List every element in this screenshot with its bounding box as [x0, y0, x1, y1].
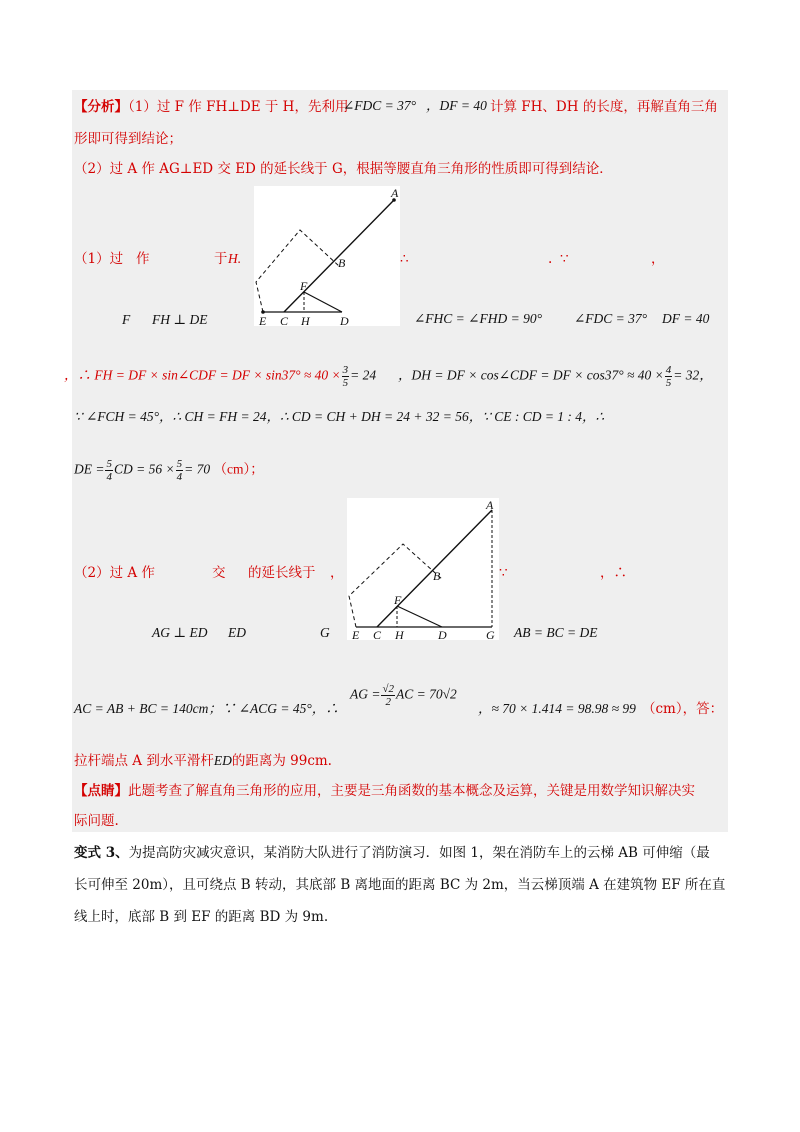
part2-therefore: ，∴ [600, 565, 627, 581]
comment-tag: 【点睛】 [74, 783, 128, 799]
frac-num: 5 [106, 458, 112, 470]
dh-calculation [398, 364, 713, 389]
fig2-label-a: A [486, 498, 494, 512]
part2-ag-perp: AG ⊥ ED [152, 625, 208, 640]
figure-1-diagram [254, 186, 400, 326]
formula-angle-fdc: ∠FDC = 37° [343, 98, 417, 113]
analysis-line-3: （2）过 A 作 AG⊥ED 交 ED 的延长线于 G，根据等腰直角三角形的性质即可得到结论． [74, 161, 613, 177]
fig2-label-d: D [438, 628, 447, 640]
variant-text-1: 为提高防灾减灾意识，某消防大队进行了消防演习．如图 1，架在消防车上的云梯 AB 可伸缩（最 [128, 845, 710, 861]
frac-den: 5 [665, 377, 672, 389]
comment-line-2: 际问题. [74, 813, 119, 829]
dh-calc-text: ，DH = DF × cos∠CDF = DF × cos37° ≈ 40 × [398, 367, 664, 383]
part2-text-b: 交 [212, 565, 226, 581]
part1-fh-perp: FH ⊥ DE [152, 312, 208, 327]
de-text-b: CD = 56 × [113, 461, 175, 477]
frac-3-5 [342, 364, 350, 389]
analysis-text-b: 计算 FH、DH 的长度，再解直角三角 [490, 99, 718, 115]
frac-den: 2 [385, 696, 391, 708]
fig2-label-g: G [486, 628, 495, 640]
ag-text-b: AC = 70√2 [396, 686, 457, 702]
frac-4-5 [665, 364, 673, 389]
analysis-tag: 【分析】 [74, 99, 128, 115]
frac-den: 4 [106, 471, 112, 483]
part2-g: G [320, 625, 330, 640]
answer-text-a: 拉杆端点 A 到水平滑杆 [74, 753, 214, 769]
figure-2-diagram [347, 498, 499, 640]
fig2-label-c: C [373, 628, 382, 640]
de-result: = 70 [184, 461, 211, 477]
approx-line: ，≈ 70 × 1.414 = 98.98 ≈ 99 [478, 701, 636, 716]
answer-ed: ED [213, 753, 232, 768]
frac-5-4-b [176, 458, 184, 483]
part2-text-a: （2）过 A 作 [74, 565, 155, 581]
fig1-dashed-rect [256, 230, 339, 312]
fig1-label-h: H [301, 314, 310, 326]
frac-num: √2 [382, 683, 395, 695]
fig2-line-fd [397, 606, 442, 627]
ag-formula [350, 683, 457, 708]
answer-line [74, 752, 332, 770]
part1-comma: ， [651, 251, 665, 267]
fig2-label-b: B [433, 569, 441, 583]
frac-num: 5 [176, 458, 183, 470]
analysis-line-1 [74, 98, 348, 116]
part1-angle-fdc: ∠FDC = 37° [574, 311, 648, 326]
part1-text-b: 作 [136, 251, 150, 267]
fig2-label-f: F [394, 593, 402, 607]
dh-result: = 32， [673, 367, 713, 383]
de-unit: （cm）； [213, 461, 264, 477]
variant-line-1 [74, 844, 710, 862]
fig1-label-f: F [300, 279, 308, 293]
fig2-label-e: E [352, 628, 360, 640]
approx-unit: （cm），答： [642, 701, 724, 717]
comment-line-1 [74, 782, 695, 800]
variant-line-2: 长可伸至 20m），且可绕点 B 转动，其底部 B 离地面的距离 BC 为 2m，当云梯顶端 A 在建筑物 EF 所在直 [74, 877, 726, 893]
frac-num: 3 [342, 364, 349, 376]
part1-because: ∵ [560, 251, 569, 267]
part1-text-a: （1）过 [74, 251, 124, 267]
analysis-line-2: 形即可得到结论； [74, 131, 182, 147]
analysis-text-a: （1）过 F 作 FH⊥DE 于 H，先利用 [128, 99, 349, 115]
de-text-a: DE = [74, 461, 105, 477]
part1-df-value: DF = 40 [662, 311, 710, 326]
part1-therefore: ∴ [400, 251, 409, 267]
fh-calculation [64, 364, 376, 389]
variant-tag: 变式 3、 [74, 845, 129, 861]
part2-ed: ED [228, 625, 246, 640]
part2-text-c: 的延长线于 [248, 565, 316, 581]
part2-because: ∵ [499, 565, 508, 581]
de-calculation [74, 458, 264, 483]
fh-result: = 24 [350, 367, 377, 383]
part1-var-f: F [122, 312, 131, 327]
ac-line: AC = AB + BC = 140cm；∵ ∠ACG = 45°，∴ [74, 701, 339, 716]
part1-text-c: 于 [214, 251, 228, 267]
fig1-label-a: A [391, 186, 399, 200]
fig1-label-e: E [259, 314, 267, 326]
variant-line-3: 线上时，底部 B 到 EF 的距离 BD 为 9m. [74, 909, 329, 925]
frac-den: 4 [176, 471, 183, 483]
frac-sqrt2-2 [381, 683, 395, 708]
fig1-line-fd [304, 292, 342, 312]
frac-den: 5 [342, 377, 349, 389]
part1-angle-fhc: ∠FHC = ∠FHD = 90° [414, 311, 542, 326]
comment-text-1: 此题考查了解直角三角形的应用，主要是三角函数的基本概念及运算，关键是用数学知识解决实 [128, 783, 695, 799]
answer-text-b: 的距离为 99cm. [231, 753, 332, 769]
part1-dot: . [548, 251, 553, 267]
fig2-label-h: H [395, 628, 404, 640]
fig1-label-d: D [340, 314, 349, 326]
formula-df: ，DF = 40 [426, 98, 487, 113]
ag-text-a: AG = [350, 686, 381, 702]
fch-line: ∵ ∠FCH = 45°，∴ CH = FH = 24，∴ CD = CH + DH = 24 + 32 = 56，∵ CE : CD = 1 : 4，∴ [74, 409, 605, 424]
frac-5-4 [105, 458, 113, 483]
fig1-label-c: C [280, 314, 289, 326]
fig1-label-b: B [338, 256, 346, 270]
part1-text-h: H. [228, 251, 242, 266]
part2-comma: ， [330, 565, 344, 581]
part2-ab-bc-de: AB = BC = DE [514, 625, 598, 640]
frac-num: 4 [665, 364, 672, 376]
fig2-dashed-rect [349, 544, 443, 627]
fh-calc-text: ，∴ FH = DF × sin∠CDF = DF × sin37° ≈ 40 × [64, 367, 341, 383]
